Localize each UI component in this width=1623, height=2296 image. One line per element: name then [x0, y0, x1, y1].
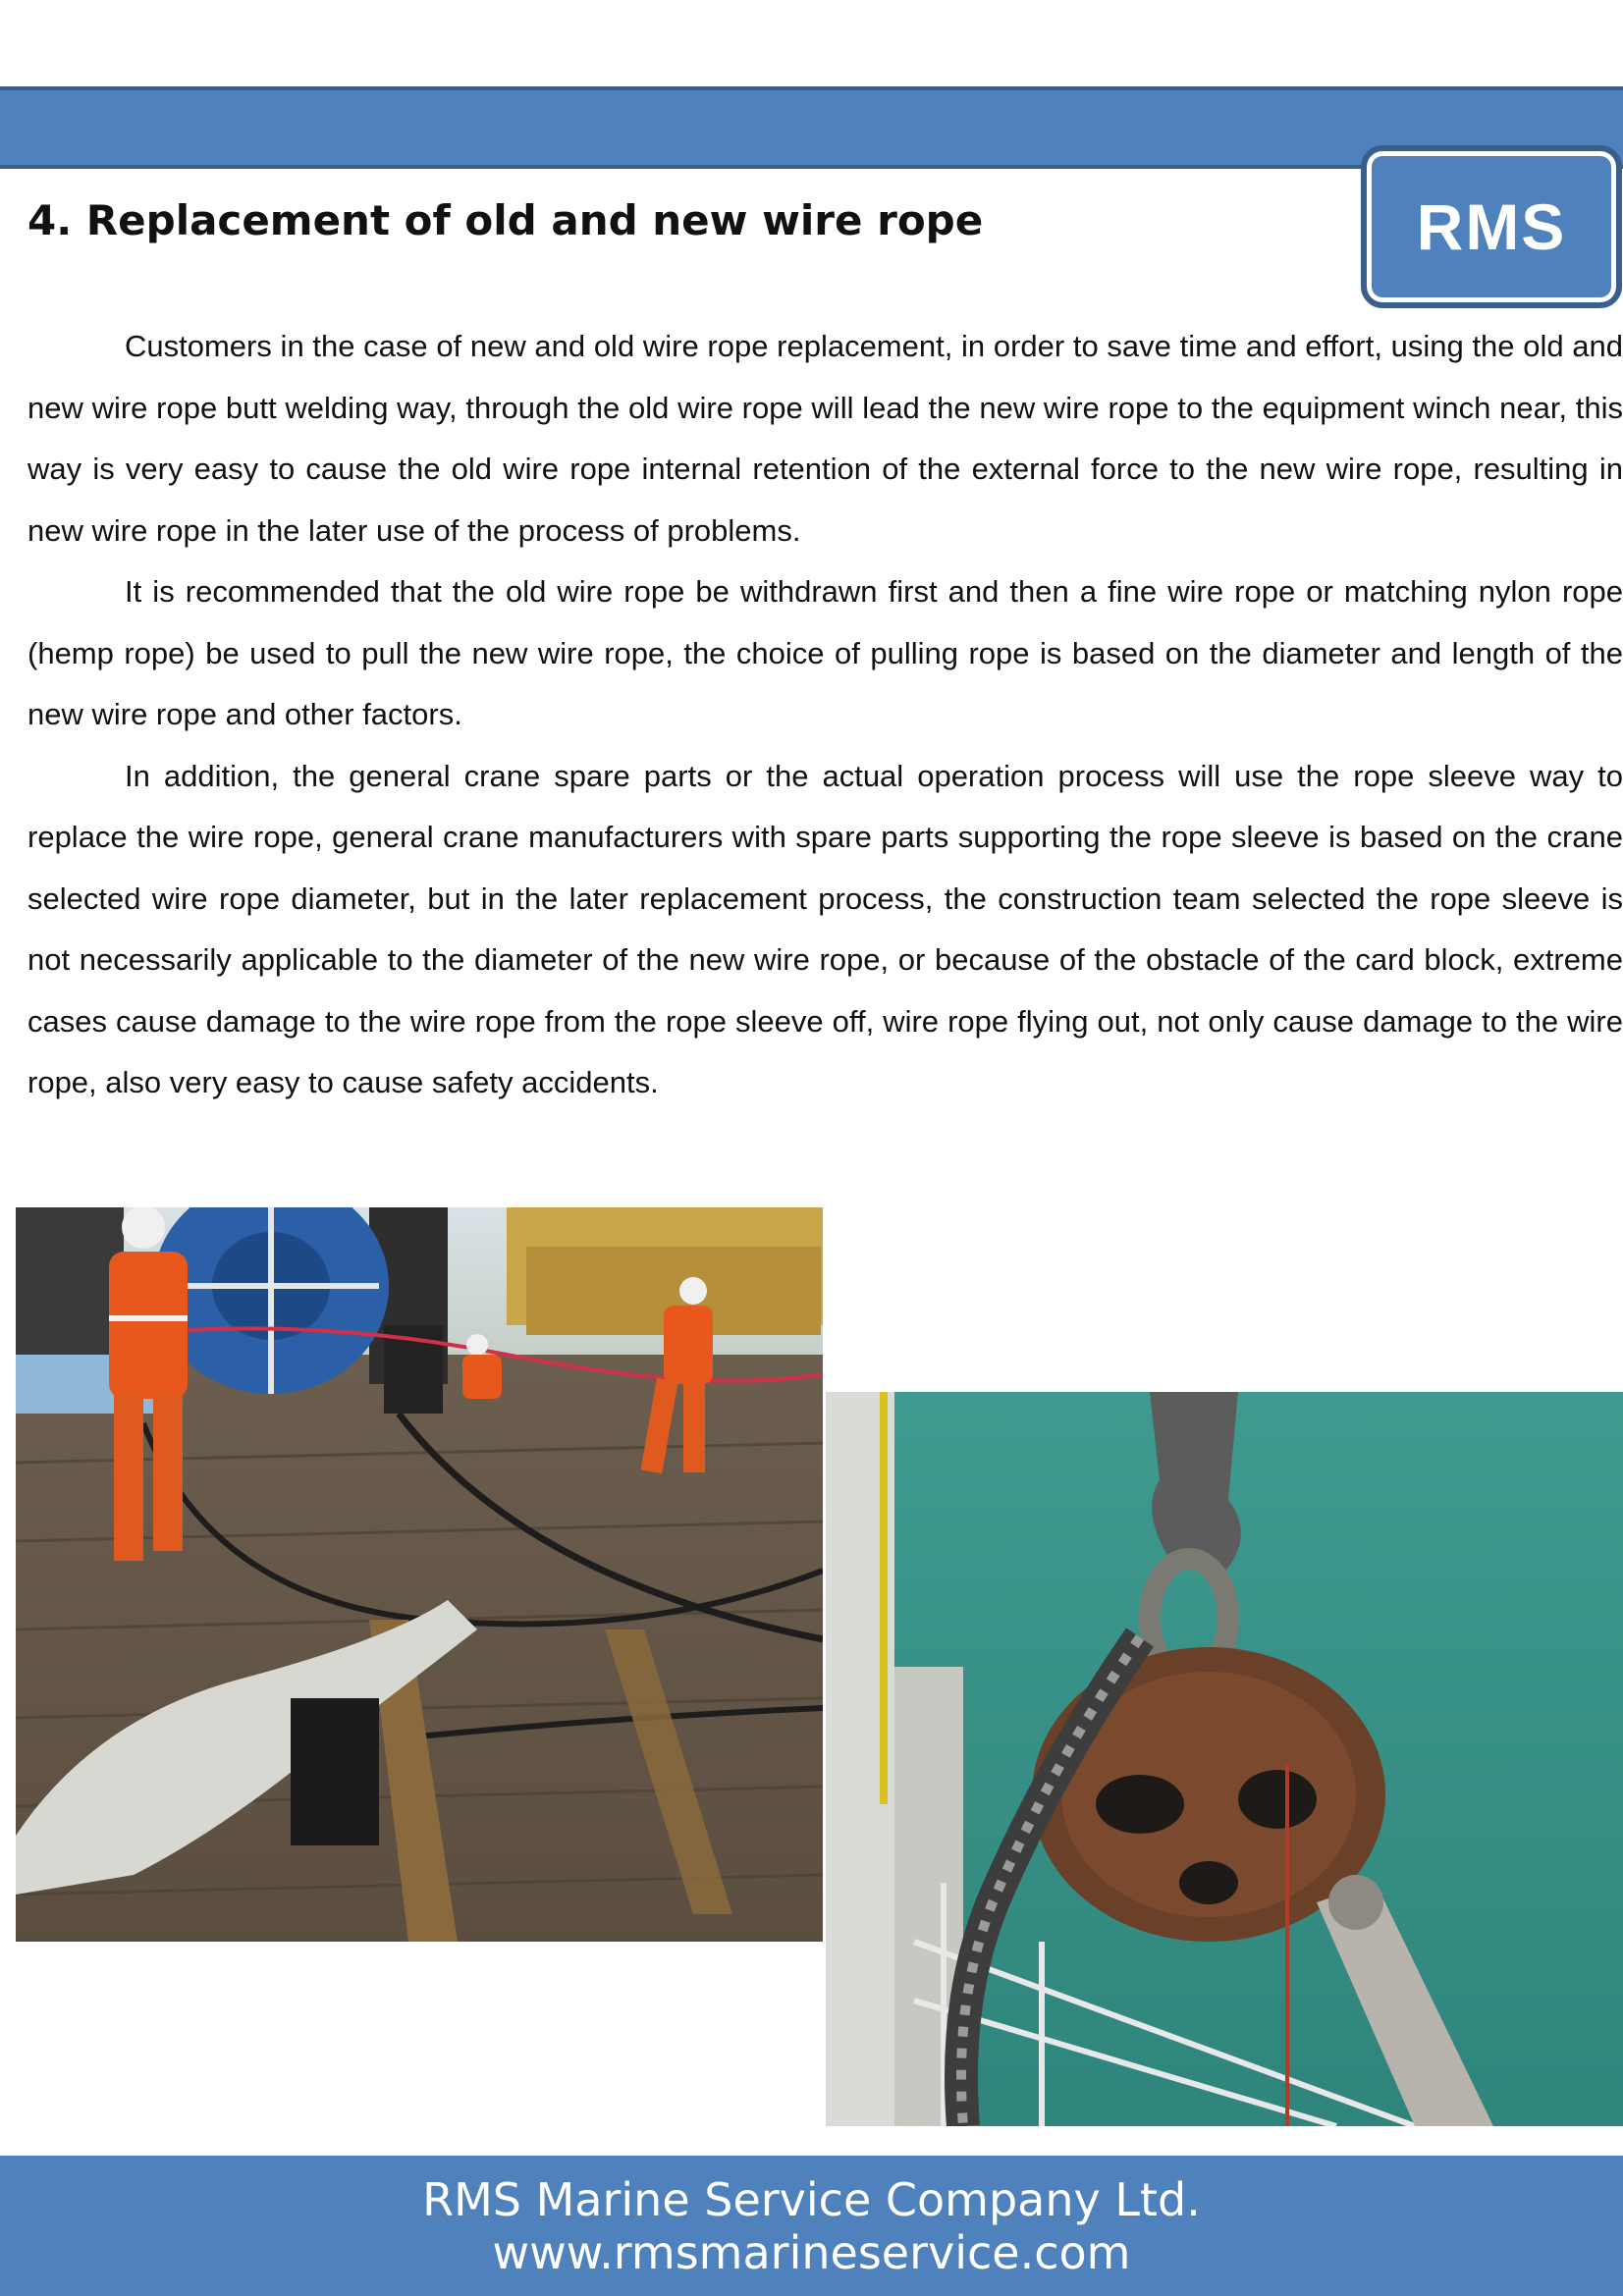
rms-logo: [1361, 145, 1622, 308]
sheave-block-photo: [826, 1392, 1623, 2126]
rms-logo-text: RMS: [1416, 190, 1567, 263]
footer-band: [0, 2156, 1623, 2296]
paragraph-2: It is recommended that the old wire rope be withdrawn first and then a fine wire rope or matching nylon rope (hemp rope) be used to pull the new wire rope, the choice of pulling rope is based on the diameter and length of the new wire rope and other factors.: [27, 574, 1623, 731]
paragraph-3: In addition, the general crane spare parts or the actual operation process will use the rope sleeve way to replace the wire rope, general crane manufacturers with spare parts supporting the rope sleeve is based on the crane selected wire rope diameter, but in the later replacement process, the construction team selected the rope sleeve is not necessarily applicable to the diameter of the new wire rope, or because of the obstacle of the card block, extreme cases cause damage to the wire rope from the rope sleeve off, wire rope flying out, not only cause damage to the wire rope, also very easy to cause safety accidents.: [27, 758, 1623, 1099]
section-title: 4. Replacement of old and new wire rope: [27, 196, 984, 244]
paragraph-1: Customers in the case of new and old wire rope replacement, in order to save time and effort, using the old and new wire rope butt welding way, through the old wire rope will lead the new wire rope to the equipment winch near, this way is very easy to cause the old wire rope internal retention of the external force to the new wire rope, resulting in new wire rope in the later use of the process of problems.: [27, 329, 1623, 548]
body-text: [27, 316, 1623, 1114]
deck-workers-photo: [16, 1207, 823, 1942]
footer-website: www.rmsmarineservice.com: [492, 2225, 1131, 2279]
footer-company-name: RMS Marine Service Company Ltd.: [422, 2172, 1201, 2226]
